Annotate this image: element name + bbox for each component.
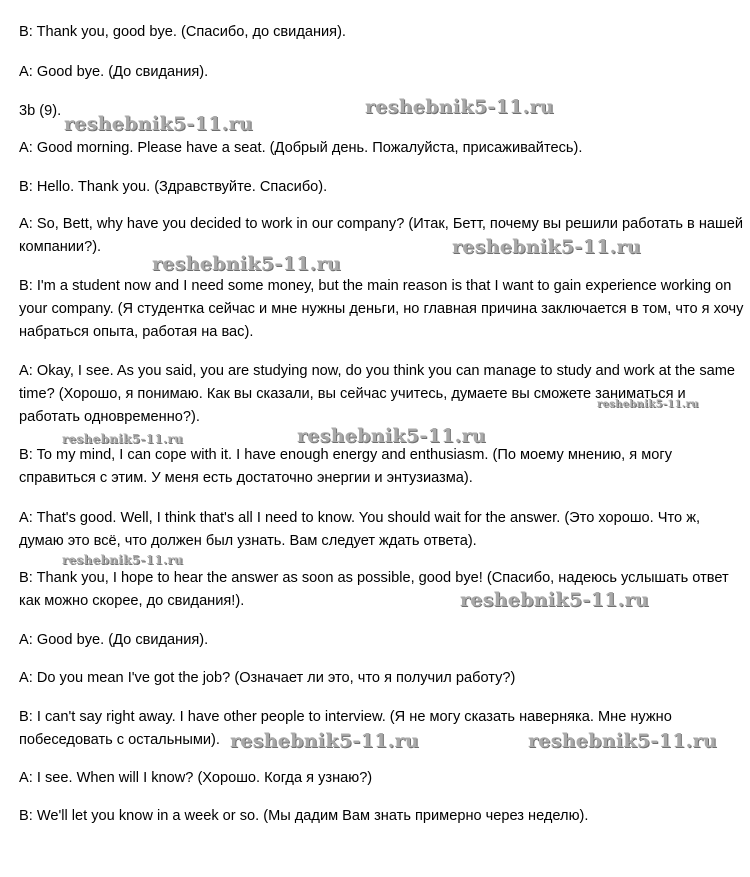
dialogue-line: B: I can't say right away. I have other people to interview. (Я не могу сказать наверняка. Мне нужно побеседовать с остальными).: [19, 709, 672, 748]
dialogue-line: A: Good bye. (До свидания).: [19, 64, 209, 80]
watermark: reshebnik5-11.ru: [460, 589, 649, 611]
watermark: reshebnik5-11.ru: [597, 399, 699, 410]
section-label: 3b (9).: [19, 103, 62, 119]
watermark: reshebnik5-11.ru: [452, 236, 641, 258]
dialogue-line: B: To my mind, I can cope with it. I have enough energy and enthusiasm. (По моему мнению, я могу справиться с этим. У меня есть достаточно энергии и энтузиазма).: [19, 447, 673, 486]
dialogue-line: A: So, Bett, why have you decided to work in our company? (Итак, Бетт, почему вы решили работать в нашей компании?).: [19, 216, 744, 255]
dialogue-line: B: Hello. Thank you. (Здравствуйте. Спасибо).: [19, 179, 328, 195]
dialogue-line: B: We'll let you know in a week or so. (Мы дадим Вам знать примерно через неделю).: [19, 808, 589, 824]
dialogue-line: A: Do you mean I've got the job? (Означает ли это, что я получил работу?): [19, 670, 516, 686]
dialogue-line: A: Good bye. (До свидания).: [19, 632, 209, 648]
watermark: reshebnik5-11.ru: [62, 432, 184, 446]
watermark: reshebnik5-11.ru: [528, 730, 717, 752]
dialogue-line: B: Thank you, I hope to hear the answer as soon as possible, good bye! (Спасибо, надеюсь услышать ответ как можно скорее, до свидания!).: [19, 570, 729, 609]
watermark: reshebnik5-11.ru: [62, 553, 184, 567]
watermark: reshebnik5-11.ru: [365, 96, 554, 118]
dialogue-line: A: That's good. Well, I think that's all I need to know. You should wait for the answer. (Это хорошо. Что ж, думаю это всё, что должен был узнать. Вам следует ждать ответа).: [19, 510, 701, 549]
watermark: reshebnik5-11.ru: [230, 730, 419, 752]
watermark: reshebnik5-11.ru: [64, 113, 253, 135]
watermark: reshebnik5-11.ru: [297, 425, 486, 447]
dialogue-line: A: Good morning. Please have a seat. (Добрый день. Пожалуйста, присаживайтесь).: [19, 140, 583, 156]
dialogue-line: A: Okay, I see. As you said, you are studying now, do you think you can manage to study and work at the same time? (Хорошо, я понимаю. Как вы сказали, вы сейчас учитесь, думаете вы сможете заниматься и работать одновременно?).: [19, 363, 736, 425]
dialogue-line: B: I'm a student now and I need some money, but the main reason is that I want to gain experience working on your company. (Я студентка сейчас и мне нужны деньги, но главная причина заключается в том, что я хочу набраться опыта, работая на вас).: [19, 278, 744, 340]
watermark: reshebnik5-11.ru: [152, 253, 341, 275]
dialogue-line: B: Thank you, good bye. (Спасибо, до свидания).: [19, 24, 346, 40]
dialogue-line: A: I see. When will I know? (Хорошо. Когда я узнаю?): [19, 770, 373, 786]
